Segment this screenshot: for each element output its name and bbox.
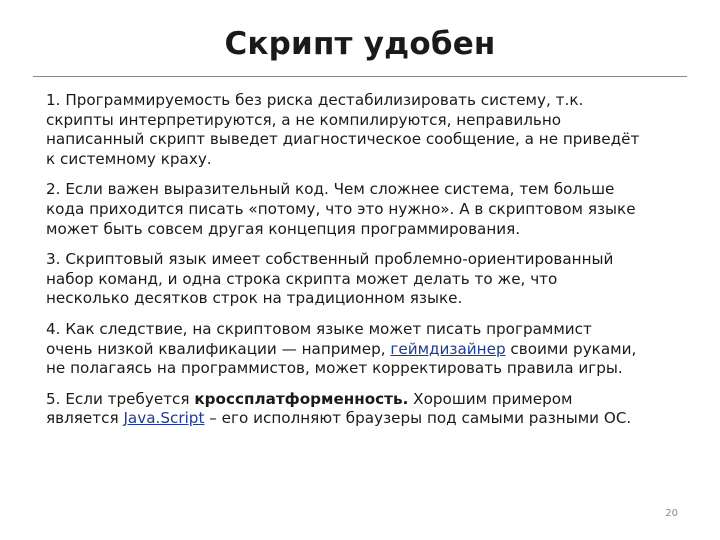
paragraph-3: [46, 250, 690, 309]
paragraph-line: [46, 340, 690, 360]
paragraph-text: 5. Если требуется: [46, 389, 195, 408]
paragraph-1: [46, 91, 690, 169]
paragraph-text: – его исполняют браузеры под самыми разными ОС.: [204, 409, 632, 428]
paragraph-line: несколько десятков строк на традиционном языке.: [46, 289, 463, 308]
paragraph-line: к системному краху.: [46, 149, 212, 168]
title-divider: [33, 76, 687, 77]
paragraph-line: 1. Программируемость без риска дестабилизировать систему, т.к.: [46, 91, 584, 109]
paragraph-text: является: [46, 409, 124, 428]
paragraph-line: 3. Скриптовый язык имеет собственный проблемно-ориентированный: [46, 250, 614, 269]
paragraph-5: [46, 390, 690, 429]
slide-title: Скрипт удобен: [224, 26, 496, 62]
paragraph-line: [46, 390, 690, 410]
paragraph-line: 2. Если важен выразительный код. Чем сложнее система, тем больше: [46, 180, 615, 199]
paragraph-text: Хорошим примером: [408, 389, 573, 408]
paragraph-line: скрипты интерпретируются, а не компилируются, неправильно: [46, 110, 562, 129]
paragraph-4: [46, 320, 690, 379]
paragraph-line: не полагаясь на программистов, может корректировать правила игры.: [46, 359, 623, 378]
paragraph-line: [46, 409, 690, 429]
emphasized-term: кроссплатформенность.: [194, 389, 409, 408]
paragraph-line: может быть совсем другая концепция программирования.: [46, 219, 521, 238]
slide-body: [46, 91, 690, 440]
paragraph-line: 4. Как следствие, на скриптовом языке может писать программист: [46, 319, 592, 338]
paragraph-text: очень низкой квалификации — например,: [46, 339, 391, 358]
game-designer-link[interactable]: геймдизайнер: [390, 339, 506, 358]
paragraph-line: написанный скрипт выведет диагностическое сообщение, а не приведёт: [46, 130, 640, 149]
paragraph-line: кода приходится писать «потому, что это нужно». А в скриптовом языке: [46, 199, 636, 218]
paragraph-2: [46, 180, 690, 239]
page-number: 20: [665, 508, 678, 519]
paragraph-line: набор команд, и одна строка скрипта может делать то же, что: [46, 269, 558, 288]
paragraph-text: своими руками,: [505, 339, 637, 358]
javascript-link[interactable]: Java.Script: [123, 409, 205, 428]
